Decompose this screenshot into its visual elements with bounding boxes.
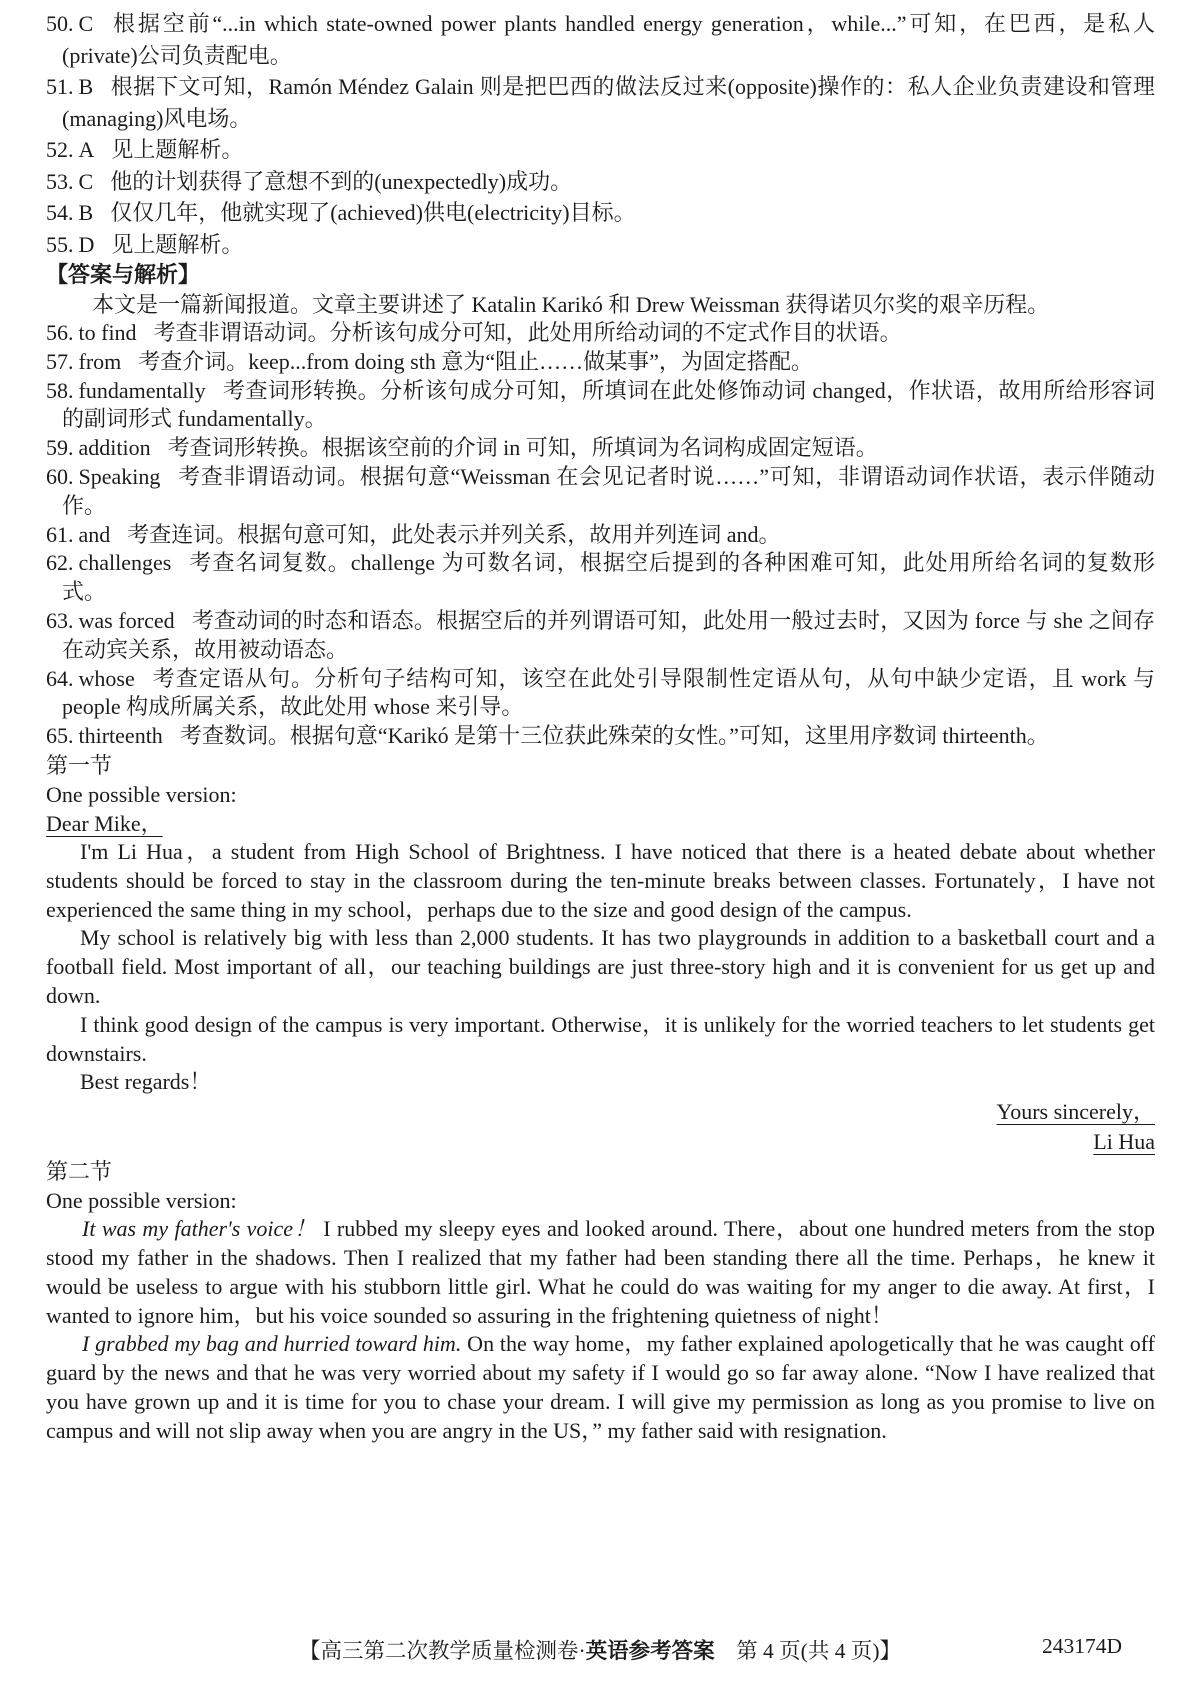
item-explanation: 见上题解析。 <box>111 231 244 257</box>
item-answer: and <box>78 521 111 547</box>
item-answer: challenges <box>78 550 172 576</box>
item-answer: from <box>78 348 122 374</box>
story-paragraph <box>46 1330 1155 1445</box>
item-answer: addition <box>78 435 151 461</box>
letter-signature <box>46 1127 1155 1157</box>
answer-item <box>46 521 1155 550</box>
answer-item <box>46 229 1155 261</box>
item-number: 62. <box>46 550 74 576</box>
item-explanation: 考查名词复数。challenge 为可数名词，根据空后提到的各种困难可知，此处用所给名词的复数形式。 <box>62 550 1155 605</box>
answer-item <box>46 549 1155 607</box>
passage-intro: 本文是一篇新闻报道。文章主要讲述了 Katalin Karikó 和 Drew Weissman 获得诺贝尔奖的艰辛历程。 <box>92 292 1050 317</box>
part2-version-label: One possible version: <box>46 1188 237 1214</box>
story-paragraph <box>46 1215 1155 1330</box>
answer-item <box>46 377 1155 435</box>
item-number: 59. <box>46 435 74 461</box>
footer-exam-title: 【高三第二次教学质量检测卷· <box>298 1639 586 1663</box>
answer-item <box>46 434 1155 463</box>
answer-item <box>46 348 1155 377</box>
answer-item <box>46 463 1155 521</box>
item-number: 61. <box>46 521 74 547</box>
item-number: 53. <box>46 168 74 194</box>
answer-item <box>46 197 1155 229</box>
item-explanation: 考查非谓语动词。分析该句成分可知，此处用所给动词的不定式作目的状语。 <box>153 320 902 345</box>
letter-signature-text: Li Hua <box>1093 1129 1155 1155</box>
analysis-section-header: 【答案与解析】 <box>46 262 201 287</box>
paper-code: 243174D <box>1041 1634 1122 1658</box>
letter-paragraph: My school is relatively big with less than 2,000 students. It has two playgrounds in addition to a basketball court and a football field. Most important of all，our teaching buildings are just three-story high and it is convenient for us get up and down. <box>46 925 1155 1008</box>
answer-items-50-55 <box>46 8 1155 260</box>
item-explanation: 考查词形转换。分析该句成分可知，所填词在此处修饰动词 changed，作状语，故用所给形容词的副词形式 fundamentally。 <box>62 377 1155 432</box>
item-answer: B <box>78 200 94 225</box>
letter-paragraph: I'm Li Hua，a student from High School of Brightness. I have noticed that there is a heated debate about whether students should be forced to stay in the classroom during the ten-minute breaks between classes. Fortunately，I have not experienced the same thing in my school，perhaps due to the size and good design of the campus. <box>46 838 1155 922</box>
item-number: 55. <box>46 231 74 257</box>
item-number: 50. <box>46 11 74 36</box>
item-answer: A <box>78 137 95 162</box>
item-number: 57. <box>46 348 74 374</box>
item-explanation: 见上题解析。 <box>111 137 244 162</box>
part1-heading: 第一节 <box>46 752 113 778</box>
item-explanation: 他的计划获得了意想不到的(unexpectedly)成功。 <box>110 168 573 194</box>
item-number: 65. <box>46 723 74 749</box>
item-number: 52. <box>46 137 74 162</box>
item-number: 58. <box>46 377 74 403</box>
item-explanation: 根据空前“...in which state-owned power plants handled energy generation，while...”可知，在巴西，是私人(private)公司负责配电。 <box>62 11 1155 68</box>
footer-subject: 英语参考答案 <box>585 1639 715 1663</box>
answer-item <box>46 722 1155 751</box>
page-content <box>46 8 1155 1446</box>
item-answer: was forced <box>78 607 175 633</box>
item-number: 54. <box>46 200 74 225</box>
answer-item <box>46 665 1155 723</box>
item-answer: C <box>78 11 94 36</box>
item-answer: D <box>78 231 95 257</box>
story-body <box>46 1215 1155 1445</box>
item-explanation: 考查动词的时态和语态。根据空后的并列谓语可知，此处用一般过去时，又因为 force 与 she 之间存在动宾关系，故用被动语态。 <box>62 607 1155 662</box>
answer-item <box>46 8 1155 71</box>
answer-item <box>46 166 1155 198</box>
item-answer: to find <box>78 320 137 345</box>
item-number: 51. <box>46 74 74 99</box>
story-lead-italic: It was my father's voice！ <box>82 1216 317 1242</box>
letter-signoff <box>46 1097 1155 1127</box>
item-number: 60. <box>46 463 74 489</box>
letter-salutation <box>46 809 1155 838</box>
answer-item <box>46 607 1155 665</box>
story-rest: I rubbed my sleepy eyes and looked around. There，about one hundred meters from the stop stood my father in the shadows. Then I realized that my father had been standing there all the time. Perhaps，he knew it would be useless to argue with his stubborn little girl. What he could do was waiting for my anger to die away. At first，I wanted to ignore him，but his voice sounded so assuring in the frightening quietness of night！ <box>46 1216 1155 1328</box>
answer-items-56-65 <box>46 319 1155 751</box>
item-explanation: 考查定语从句。分析句子结构可知，该空在此处引导限制性定语从句，从句中缺少定语，且 work 与 people 构成所属关系，故此处用 whose 来引导。 <box>62 665 1155 720</box>
letter-salutation-text: Dear Mike， <box>46 810 163 836</box>
item-number: 63. <box>46 607 74 633</box>
page-footer <box>0 1634 1200 1665</box>
part1-version-label: One possible version: <box>46 781 237 807</box>
item-explanation: 考查介词。keep...from doing sth 意为“阻止……做某事”，为固定搭配。 <box>138 348 813 374</box>
item-explanation: 考查词形转换。根据该空前的介词 in 可知，所填词为名词构成固定短语。 <box>167 435 878 461</box>
item-answer: thirteenth <box>78 723 163 749</box>
letter-body <box>46 838 1155 1068</box>
item-answer: Speaking <box>78 463 161 489</box>
letter-signoff-block <box>46 1097 1155 1157</box>
story-rest: On the way home，my father explained apologetically that he was caught off guard by the news and that he was very worried about my safety if I would go so far away alone. “Now I have realized that you have grown up and it is time for you to chase your dream. I will give my permission as long as you promise to live on campus and will not slip away when you are angry in the US，” my father said with resignation. <box>46 1331 1155 1443</box>
item-explanation: 根据下文可知，Ramón Méndez Galain 则是把巴西的做法反过来(opposite)操作的：私人企业负责建设和管理(managing)风电场。 <box>62 74 1155 131</box>
footer-page-number: 第 4 页(共 4 页)】 <box>714 1639 901 1663</box>
item-number: 56. <box>46 320 74 345</box>
answer-item <box>46 319 1155 348</box>
item-explanation: 考查非谓语动词。根据句意“Weissman 在会见记者时说……”可知，非谓语动词作状语，表示伴随动作。 <box>62 463 1155 518</box>
item-explanation: 考查数词。根据句意“Karikó 是第十三位获此殊荣的女性。”可知，这里用序数词 thirteenth。 <box>179 723 1049 749</box>
item-answer: whose <box>78 665 135 691</box>
item-answer: C <box>78 168 94 194</box>
answer-item <box>46 134 1155 166</box>
story-lead-italic: I grabbed my bag and hurried toward him. <box>82 1331 462 1357</box>
answer-item <box>46 71 1155 134</box>
letter-closing: Best regards！ <box>80 1069 212 1095</box>
item-explanation: 考查连词。根据句意可知，此处表示并列关系，故用并列连词 and。 <box>127 521 781 547</box>
item-number: 64. <box>46 665 74 691</box>
item-answer: fundamentally <box>78 377 206 403</box>
letter-signoff-text: Yours sincerely， <box>996 1099 1155 1125</box>
letter-paragraph: I think good design of the campus is very important. Otherwise，it is unlikely for the worried teachers to let students get downstairs. <box>46 1011 1155 1066</box>
item-explanation: 仅仅几年，他就实现了(achieved)供电(electricity)目标。 <box>110 200 636 225</box>
part2-heading: 第二节 <box>46 1159 113 1185</box>
item-answer: B <box>78 74 94 99</box>
